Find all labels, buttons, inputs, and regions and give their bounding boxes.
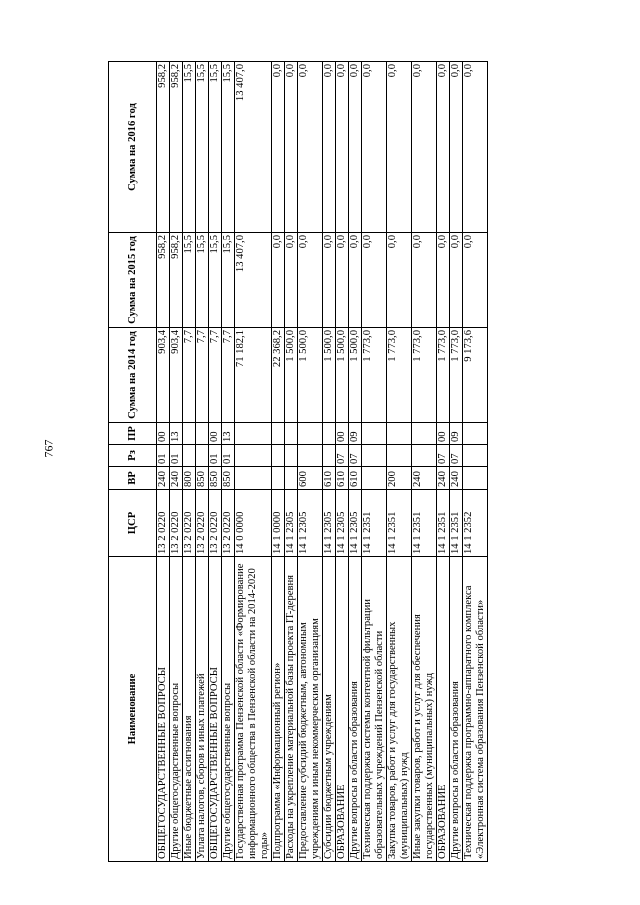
table-row (196, 62, 209, 862)
cell-rz: 01 (222, 445, 235, 467)
cell-sum-2015: 0,0 (437, 233, 450, 328)
cell-name: Иные бюджетные ассигнования (183, 557, 196, 862)
cell-csr: 13 2 0220 (183, 490, 196, 557)
cell-sum-2014: 1 500,0 (336, 328, 349, 423)
cell-sum-2016: 0,0 (323, 62, 336, 233)
cell-sum-2016: 0,0 (272, 62, 285, 233)
header-sum-2014: Сумма на 2014 год (109, 328, 157, 423)
cell-sum-2015: 0,0 (272, 233, 285, 328)
cell-vr: 240 (437, 467, 450, 490)
cell-rz (298, 445, 323, 467)
cell-pr: 13 (222, 423, 235, 445)
header-vr: ВР (109, 467, 157, 490)
table-row (437, 62, 450, 862)
cell-rz: 07 (349, 445, 362, 467)
cell-vr: 600 (298, 467, 323, 490)
page-number: 767 (41, 439, 56, 458)
cell-name: Подпрограмма «Информационный регион» (272, 557, 285, 862)
cell-rz: 01 (157, 445, 170, 467)
cell-sum-2014: 7,7 (209, 328, 222, 423)
cell-sum-2014: 1 773,0 (437, 328, 450, 423)
table-row (183, 62, 196, 862)
cell-pr: 09 (349, 423, 362, 445)
cell-sum-2016: 15,5 (209, 62, 222, 233)
cell-sum-2014: 1 500,0 (349, 328, 362, 423)
cell-sum-2015: 0,0 (323, 233, 336, 328)
cell-sum-2015: 0,0 (285, 233, 298, 328)
header-sum-2015: Сумма на 2015 год (109, 233, 157, 328)
cell-name: ОБЩЕГОСУДАРСТВЕННЫЕ ВОПРОСЫ (209, 557, 222, 862)
cell-vr: 610 (336, 467, 349, 490)
cell-vr (463, 467, 488, 490)
cell-sum-2016: 958,2 (157, 62, 170, 233)
cell-sum-2016: 0,0 (362, 62, 387, 233)
cell-sum-2014: 1 500,0 (285, 328, 298, 423)
cell-rz (196, 445, 209, 467)
cell-sum-2016: 0,0 (285, 62, 298, 233)
cell-name: Уплата налогов, сборов и иных платежей (196, 557, 209, 862)
cell-rz: 07 (336, 445, 349, 467)
cell-rz: 07 (450, 445, 463, 467)
table-row (272, 62, 285, 862)
header-name: Наименование (109, 557, 157, 862)
cell-name: Техническая поддержка программно-аппаратного комплекса «Электронная система образования Пензенской области» (463, 557, 488, 862)
cell-sum-2014: 1 773,0 (412, 328, 437, 423)
cell-sum-2016: 13 407,0 (235, 62, 272, 233)
table-row (362, 62, 387, 862)
cell-csr: 14 1 2351 (387, 490, 412, 557)
cell-sum-2016: 0,0 (450, 62, 463, 233)
header-pr: ПР (109, 423, 157, 445)
cell-pr (412, 423, 437, 445)
cell-sum-2016: 0,0 (349, 62, 362, 233)
cell-csr: 14 1 2351 (450, 490, 463, 557)
cell-pr (463, 423, 488, 445)
cell-pr (285, 423, 298, 445)
cell-rz (183, 445, 196, 467)
cell-sum-2015: 15,5 (196, 233, 209, 328)
cell-csr: 13 2 0220 (209, 490, 222, 557)
cell-sum-2015: 15,5 (183, 233, 196, 328)
cell-sum-2014: 7,7 (222, 328, 235, 423)
cell-sum-2014: 1 500,0 (323, 328, 336, 423)
cell-pr (323, 423, 336, 445)
table-row (450, 62, 463, 862)
cell-rz (235, 445, 272, 467)
cell-sum-2015: 0,0 (450, 233, 463, 328)
cell-sum-2016: 15,5 (222, 62, 235, 233)
cell-sum-2014: 1 773,0 (387, 328, 412, 423)
cell-sum-2014: 1 773,0 (450, 328, 463, 423)
table-row (298, 62, 323, 862)
table-row (170, 62, 183, 862)
cell-csr: 14 1 2305 (285, 490, 298, 557)
cell-sum-2016: 0,0 (298, 62, 323, 233)
table-row (285, 62, 298, 862)
cell-name: ОБЩЕГОСУДАРСТВЕННЫЕ ВОПРОСЫ (157, 557, 170, 862)
cell-pr (235, 423, 272, 445)
cell-csr: 14 1 2305 (323, 490, 336, 557)
cell-pr (272, 423, 285, 445)
cell-sum-2014: 1 500,0 (298, 328, 323, 423)
cell-sum-2014: 71 182,1 (235, 328, 272, 423)
cell-sum-2016: 0,0 (336, 62, 349, 233)
cell-csr: 14 1 2351 (362, 490, 387, 557)
cell-rz (323, 445, 336, 467)
cell-pr: 13 (170, 423, 183, 445)
cell-sum-2014: 22 368,2 (272, 328, 285, 423)
cell-pr (183, 423, 196, 445)
cell-rz: 01 (170, 445, 183, 467)
cell-name: Расходы на укрепление материальной базы проекта IT-деревня (285, 557, 298, 862)
cell-vr: 850 (209, 467, 222, 490)
cell-vr: 610 (323, 467, 336, 490)
cell-sum-2016: 0,0 (463, 62, 488, 233)
cell-pr: 00 (209, 423, 222, 445)
cell-vr: 610 (349, 467, 362, 490)
cell-rz (362, 445, 387, 467)
table-row (222, 62, 235, 862)
cell-vr (235, 467, 272, 490)
cell-pr: 00 (437, 423, 450, 445)
cell-sum-2016: 958,2 (170, 62, 183, 233)
cell-sum-2015: 15,5 (209, 233, 222, 328)
cell-csr: 14 1 0000 (272, 490, 285, 557)
cell-rz: 01 (209, 445, 222, 467)
cell-pr (298, 423, 323, 445)
header-sum-2016: Сумма на 2016 год (109, 62, 157, 233)
cell-name: Другие вопросы в области образования (349, 557, 362, 862)
cell-csr: 14 0 0000 (235, 490, 272, 557)
cell-name: ОБРАЗОВАНИЕ (336, 557, 349, 862)
table-row (323, 62, 336, 862)
cell-name: Субсидии бюджетным учреждениям (323, 557, 336, 862)
table-row (235, 62, 272, 862)
cell-vr: 240 (450, 467, 463, 490)
cell-sum-2015: 0,0 (362, 233, 387, 328)
cell-vr (285, 467, 298, 490)
cell-csr: 13 2 0220 (222, 490, 235, 557)
cell-name: Иные закупки товаров, работ и услуг для обеспечения государственных (муниципальных) нужд (412, 557, 437, 862)
cell-sum-2016: 0,0 (412, 62, 437, 233)
cell-csr: 14 1 2305 (336, 490, 349, 557)
cell-vr: 850 (196, 467, 209, 490)
cell-sum-2015: 0,0 (336, 233, 349, 328)
cell-rz: 07 (437, 445, 450, 467)
cell-name: Другие общегосударственные вопросы (170, 557, 183, 862)
budget-table-container (108, 62, 530, 862)
header-rz: Рз (109, 445, 157, 467)
table-row (412, 62, 437, 862)
cell-pr: 09 (450, 423, 463, 445)
cell-sum-2014: 1 773,0 (362, 328, 387, 423)
cell-sum-2015: 15,5 (222, 233, 235, 328)
header-csr: ЦСР (109, 490, 157, 557)
cell-sum-2015: 0,0 (387, 233, 412, 328)
cell-pr (387, 423, 412, 445)
cell-name: Предоставление субсидий бюджетным, автономным учреждениям и иным некоммерческим организациям (298, 557, 323, 862)
cell-sum-2015: 0,0 (298, 233, 323, 328)
cell-sum-2014: 903,4 (170, 328, 183, 423)
cell-sum-2015: 0,0 (412, 233, 437, 328)
cell-name: Закупка товаров, работ и услуг для государственных (муниципальных) нужд (387, 557, 412, 862)
budget-table (108, 61, 488, 862)
cell-rz (412, 445, 437, 467)
cell-sum-2016: 15,5 (183, 62, 196, 233)
cell-vr: 240 (170, 467, 183, 490)
cell-csr: 14 1 2305 (298, 490, 323, 557)
cell-vr: 200 (387, 467, 412, 490)
cell-vr: 850 (222, 467, 235, 490)
cell-pr: 00 (157, 423, 170, 445)
cell-csr: 14 1 2351 (437, 490, 450, 557)
cell-name: Техническая поддержка системы контентной фильтрации образовательных учреждений Пензенской области (362, 557, 387, 862)
cell-csr: 13 2 0220 (170, 490, 183, 557)
cell-csr: 14 1 2351 (412, 490, 437, 557)
cell-name: Другие вопросы в области образования (450, 557, 463, 862)
cell-sum-2014: 9 173,6 (463, 328, 488, 423)
cell-pr (196, 423, 209, 445)
cell-sum-2015: 0,0 (349, 233, 362, 328)
cell-rz (387, 445, 412, 467)
table-row (349, 62, 362, 862)
cell-sum-2016: 0,0 (437, 62, 450, 233)
cell-pr: 00 (336, 423, 349, 445)
cell-sum-2014: 7,7 (183, 328, 196, 423)
cell-csr: 13 2 0220 (157, 490, 170, 557)
cell-sum-2015: 958,2 (170, 233, 183, 328)
cell-csr: 14 1 2305 (349, 490, 362, 557)
cell-vr: 800 (183, 467, 196, 490)
table-row (336, 62, 349, 862)
cell-vr (272, 467, 285, 490)
cell-pr (362, 423, 387, 445)
cell-sum-2014: 903,4 (157, 328, 170, 423)
cell-csr: 14 1 2352 (463, 490, 488, 557)
cell-rz (285, 445, 298, 467)
cell-vr: 240 (157, 467, 170, 490)
cell-sum-2014: 7,7 (196, 328, 209, 423)
cell-sum-2015: 0,0 (463, 233, 488, 328)
table-header (109, 62, 157, 862)
cell-name: ОБРАЗОВАНИЕ (437, 557, 450, 862)
cell-sum-2015: 13 407,0 (235, 233, 272, 328)
table-row (387, 62, 412, 862)
cell-sum-2015: 958,2 (157, 233, 170, 328)
cell-rz (272, 445, 285, 467)
cell-sum-2016: 0,0 (387, 62, 412, 233)
cell-vr: 240 (412, 467, 437, 490)
cell-name: Государственная программа Пензенской области «Формирование информационного общества в Пензенской области на 2014-2020 годы» (235, 557, 272, 862)
table-row (209, 62, 222, 862)
cell-rz (463, 445, 488, 467)
cell-sum-2016: 15,5 (196, 62, 209, 233)
cell-name: Другие общегосударственные вопросы (222, 557, 235, 862)
cell-csr: 13 2 0220 (196, 490, 209, 557)
table-row (463, 62, 488, 862)
table-body (157, 62, 488, 862)
table-row (157, 62, 170, 862)
cell-vr (362, 467, 387, 490)
